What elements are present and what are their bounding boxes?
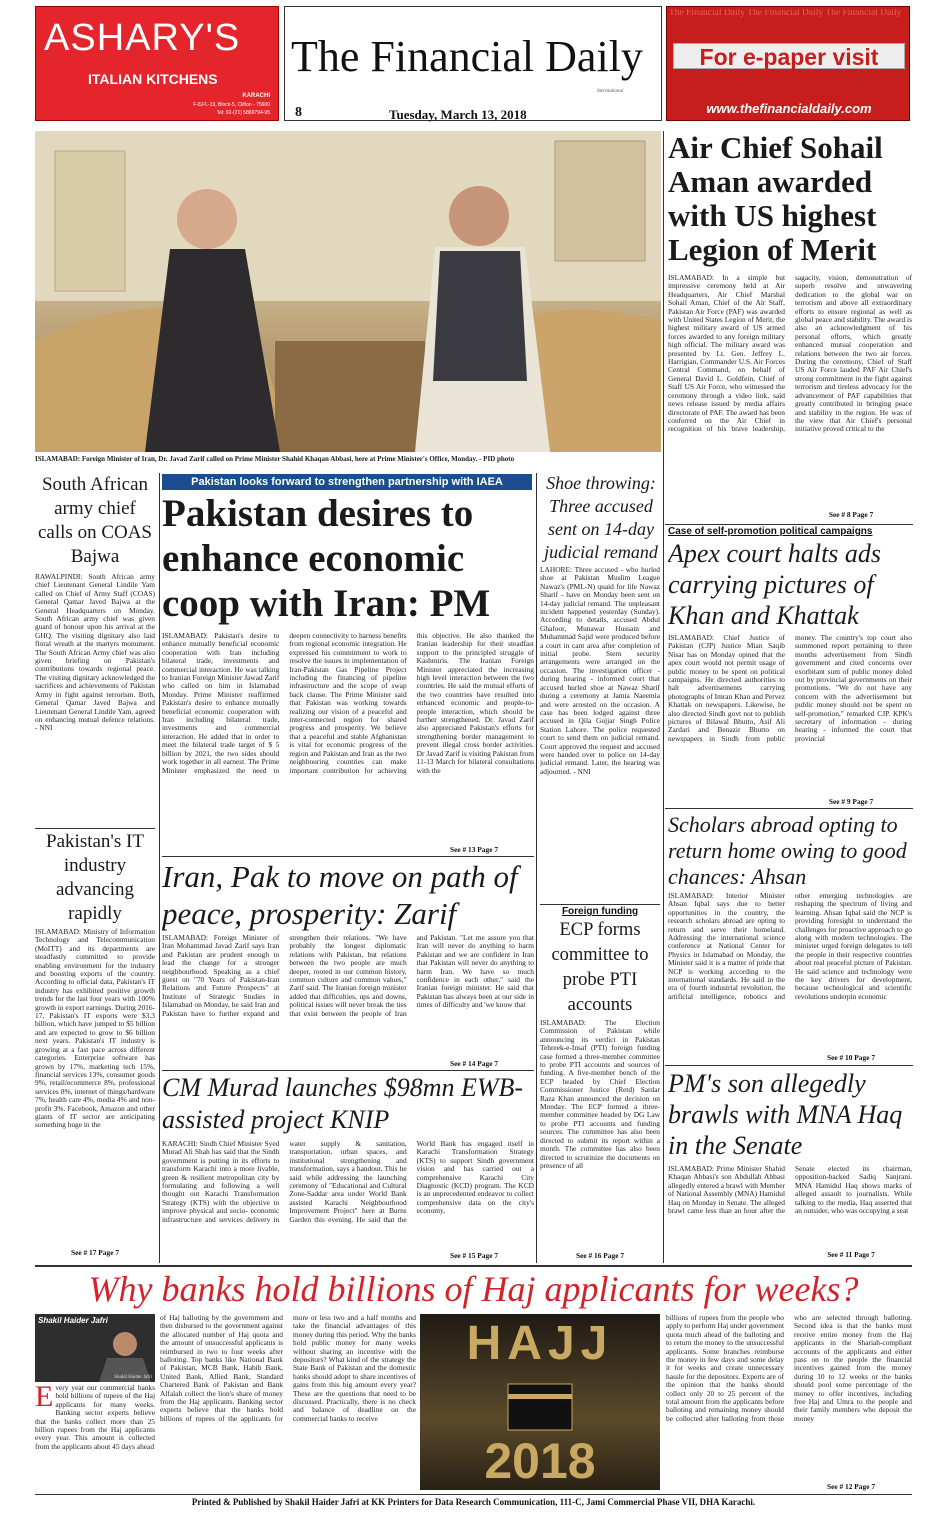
apex-body: ISLAMABAD: Chief Justice of Pakistan (CJP) Justice Mian Saqib Nisar has on Monday opined that the apex court would not permit usage of public money to be spent on political campaigns. He directed authorities to halt advertisements carrying photographs of Imran Khan and Pervez Khattak on newspapers. Likewise, he also directed Sindh govt not to publish pictures of Bilawal Bhutto, Asif Ali Zardari and Benazir Bhutto on newspapers in Sindh from public money. The country's top court also summoned report pertaining to three months advertisement from Sindh government and cited concerns over exorbitant sum of public money doled out by provincial governments on their promotions. "We do not have any concern with the advertisement but public money should not be spent on self-promotion," remarked CJP. KPK's secretary of information - during hearing - informed the court that provincial [668,634,912,743]
ecp-headline: ECP forms committee to probe PTI accounts [551,920,649,1015]
air-chief-headline: Air Chief Sohail Aman awarded with US highest Legion of Merit [668,131,883,267]
shoe-body: LAHORE: Three accused - who hurled shoe at Pakistan Muslim League Nawaz's (PML-N) quaid for life Nawaz Sharif - have on Monday been sent on 14-day judicial remand. The unpleasant incident happened yesterday (Sunday). According to details, accused Abdul Ghafoor, Munawar Hussain and Muhammad Sajid were produced before a court in cant area after completion of initial probe. Stern security arrangements were arranged on the occasion. The investigation officer - during hearing - informed court that accused hurled shoe at Nawaz Sharif during a ceremony at Jamia Naeemia and were arrested on the occasion. A case has been lodged against three accused in Qila Gujjar Singh Police Station Lahore. The police requested court to send them on judicial remand. Court approved the request and accused were handed over to police on 14-day judicial remand. Later, the hearing was adjourned. - NNI [540,566,660,776]
ad-ashary-brand: ASHARY'S [44,17,241,59]
masthead-page-number: 8 [295,105,302,120]
lead-photo [35,131,661,452]
ad-ashary-addr: F-8,FL-19, Block-5, Clifton - 75600 [193,102,270,108]
pm-son-see[interactable]: See # 11 Page 7 [827,1250,875,1259]
haj-see[interactable]: See # 12 Page 7 [826,1482,876,1491]
lead-photo-caption: ISLAMABAD: Foreign Minister of Iran, Dr. Javad Zarif called on Prime Minister Shahid Khaqan Abbasi, here at Prime Minister's Office, Monday. - PID photo [35,455,515,463]
south-africa-body: RAWALPINDI: South African army chief Lieutenant General Lindile Yam called on Chief of Army Staff (COAS) General Qamar Javed Bajwa at the General Headquarters on Monday. South African army chief was given guard of honour upon his arrival at the GHQ. The visiting dignitary also laid floral wreath at the martyrs monument. The South African Army chief was also given briefing on Pakistan's contributions towards regional peace. The visiting dignitary acknowledged the sacrifices and achievements of Pakistan Army in fight against terrorism. Both, General Qamar Javed Bajwa and Lieutenant General Lindile Yam, agreed on enhancing mutual defence relations. - NNI [35,573,155,733]
cm-murad-see[interactable]: See # 15 Page 7 [449,1251,499,1260]
ad-epaper-cta: For e-paper visit [673,43,905,69]
pm-son-headline: PM's son allegedly brawls with MNA Haq in the Senate [668,1069,903,1160]
haj-image-bottom: 2018 [484,1433,596,1489]
masthead-title: The Financial Daily [291,32,643,81]
lead-photo-illustration [35,131,661,452]
haj-author: Shakil Haider Jafri [114,1375,152,1380]
ecp-kicker: Foreign funding [561,906,639,917]
ad-epaper-url[interactable]: www.thefinancialdaily.com [706,101,872,116]
shoe-headline: Shoe throwing: Three accused sent on 14-day judicial remand [544,473,658,562]
haj-column-box [35,1314,155,1382]
ad-ashary-tel: Tel: 92-(21) 5869794-95 [216,110,270,116]
scholars-headline: Scholars abroad opting to return home owing to good chances: Ahsan [668,812,907,889]
apex-see[interactable]: See # 9 Page 7 [828,797,874,806]
apex-headline: Apex court halts ads carrying pictures of Khan and Khattak [668,539,882,630]
masthead-date: Tuesday, March 13, 2018 [389,107,527,122]
pak-it-headline: Pakistan's IT industry advancing rapidly [46,831,144,924]
scholars-body: ISLAMABAD: Interior Minister Ahsan Iqbal says due to better opportunities in the country, the research scholars abroad are opting to return and serve their homeland. Addressing the international science conference at National Center for Physics in Islamabad on Monday, the Minister said it is a matter of pride that NCP is working according to the international standards. He said in the era of fourth industrial revolution, the artificial intelligence, robotics and other emerging technologies are reshaping the spectrum of living and learning. Ahsan Iqbal said the NCP is providing foresight to understand the challenges for proactive approach to go along with modern technologies. The minister urged foreign delegates to tell the people in their respective countries about real peaceful picture of Pakistan. He said science and technology were the key drivers for development, because technological and scientific revolutions underpin economic [668,892,912,1001]
masthead [284,6,662,121]
iran-path-see[interactable]: See # 14 Page 7 [449,1059,499,1068]
pm-son-body: ISLAMABAD: Prime Minister Shahid Khaqan Abbasi's son Abdullah Abbasi allegedly entered a brawl with Member of National Assembly (MNA) Hamidul Haq on Monday in Senate. The alleged brawl came less than an hour after the Senate elected its chairman, opposition-backed Sadiq Sanjrani. MNA Hamidul Haq shows marks of alleged assault to journalists. While talking to the media, Haq asserted that an outsider, who was occupying a seat [668,1165,912,1216]
ad-ashary [35,6,279,121]
footer-imprint: Printed & Published by Shakil Haider Jafri at KK Printers for Data Research Communication, 111-C, Jami Commercial Phase VII, DHA Karachi. [191,1497,756,1507]
ecp-see[interactable]: See # 16 Page 7 [575,1251,625,1260]
iran-main-headline: Pakistan desires to enhance economic coop with Iran: PM [162,492,491,625]
south-africa-headline: South African army chief calls on COAS Bajwa [38,474,152,567]
cm-murad-body: KARACHI: Sindh Chief Minister Syed Murad Ali Shah has said that the Sindh government is putting in its efforts to transform Karachi into a more livable, green & resilient metropolitan city by formulating and following a well thought out Karachi Transformation Strategy (KTS) with the objective to improve physical and socio- economic infrastructure and services delivery in water supply & sanitation, transportation, urban spaces, and institutional strengthening and transformation, says a handout. This he said while addressing the launching ceremony of "Educational and Cultural Zone-Saddar area under World Bank assisted Karachi Neighbourhood Improvement Project" here at Burns Garden this evening. He said that the World Bank has engaged itself in Karachi Transformation Strategy (KTS) to support Sindh government vision and has carried out a comprehensive Karachi City Diagnostic (KCD) program. The KCD is an unprecedented endeavor to collect comprehensive data on the city's economy, [162,1140,534,1224]
iran-path-headline: Iran, Pak to move on path of peace, prosperity: Zarif [162,859,518,931]
haj-lead-text: very year our commercial banks hold billions of rupees of the Haj applicants for many weeks. Banking sector experts believe that the banks collect more than 25 billion rupees from the Haj applicants every year. This amount is collected from the applicants about 45 days ahead [35,1384,155,1451]
iran-main-kicker: Pakistan looks forward to strengthen partnership with IAEA [162,474,532,490]
haj-column-name: Shakil Haider Jafri [38,1316,108,1325]
scholars-see[interactable]: See # 10 Page 7 [826,1053,876,1062]
ad-ashary-sub: ITALIAN KITCHENS [88,71,218,87]
pak-it-see[interactable]: See # 17 Page 7 [70,1248,120,1257]
air-chief-body: ISLAMABAD: In a simple but impressive ceremony held at Air Headquarters, Air Chief Marshal Sohail Aman, Chief of the Air Staff, Pakistan Air Force (PAF) was awarded with United States Legion of Merit, the highest military award of US armed forces awarded to any foreign military high official. The military award was presented by Lt. Gen. Jeffrey L. Harrigian, Commander U.S. Air Forces Central Command, on behalf of General David L. Goldfein, Chief of Staff US Air Force, who witnessed the ceremony through a video link, said news release issued by media affairs directorate of PAF. The award has been conferred on the Air Chief in recognition of his brave leadership, sagacity, vision, demonstration of superb resolve and unwavering dedication to the global war on terrorism and above all extraordinary efforts to ensure regional as well as global peace and stability. The award is also an acknowledgment of his personal efforts, which greatly enhanced mutual cooperation and relations between the two air forces. During the ceremony, Chief of Staff US Air Force lauded PAF Air Chief's strong commitment in the fight against terrorism and tireless advocacy for the advancement of PAF capabilities that greatly contributed in bringing peace and stability in the region. He was of the view that Air Chief's personal initiative proved critical to the [668,274,912,434]
iran-main-see[interactable]: See # 13 Page 7 [449,845,499,854]
haj-dropcap: E [35,1384,54,1413]
haj-body-2: billions of rupees from the people who apply to perform Haj under government quota much ahead of the balloting and to return the money to the unsuccessful applicants. Some branches reimburse the money in few days and some delay it for weeks and create unnecessary hassle for the depositors. Experts are of the opinion that the banks should collect only 20 to 25 percent of the total amount from the applicants before balloting and remaining money should be collected after balloting from those who are selected through balloting. Second idea is that the banks must receive entire money from the Haj applicants in the Shariah-compliant accounts of the applicants and either pass on to the people the financial incentives gained from the money during 10 to 12 weeks or the banks should pool some percentage of the money to offer incentives, including free Haj and Umra to the people and their family members who deposit the money [666,1314,912,1423]
haj-lead [35,1384,155,1488]
air-chief-see[interactable]: See # 8 Page 7 [828,510,874,519]
apex-kicker: Case of self-promotion political campaigns [668,526,873,537]
haj-author-photo [35,1314,155,1382]
ad-epaper[interactable] [666,6,910,121]
pak-it-body: ISLAMABAD: Ministry of Information Technology and Telecommunication (MoITT) and its departments are steadfastly committed to provide enabling environment for the industry and boosting exports of the country. According to official data, Pakistan's IT industry has exhibited positive growth trends for the last four years with 100% growth in export earnings. During 2016-17, Pakistan's IT exports were $3.3 billion, which have jumped to $5 billion and are expected to grow to $6 billion next years. Pakistan's IT industry is growing at a fast pace across different categories. Enterprise software has grown by 17%, marketing tech 15%, financial services 13%, consumer goods 9%, retail/ecommerce 8%, professional services 8%, internet of things/hardware 7%, health care 4%, media 4% and non-profit 3%. Facebook, Amazon and other giants of IT sector are anticipating something huge in the [35,928,155,1130]
haj-headline: Why banks hold billions of Haj applicants for weeks? [88,1269,859,1309]
masthead-edition: International [597,89,624,94]
haj-image [420,1314,660,1490]
iran-main-body: ISLAMABAD: Pakistan's desire to enhance mutually beneficial economic cooperation with Iran including bilateral trade, investments and commercial interaction. He was talking to Iranian Foreign Minister Jawad Zarif who called on him in Islamabad Monday. Prime Minister reaffirmed Pakistan's desire to enhance mutually beneficial economic cooperation with Iran including bilateral trade, investments and commercial interaction. He added that in order to meet the bilateral trade target of $ 5 billion by 2021, the two sides should work together in all earnest. The Prime Minister emphasized the need to deepen connectivity to harness benefits from regional economic integration. He expressed his commitment to work to resolve the issues in implementation of Iran-Pakistan Gas Pipeline Project including the financing of pipeline infrastructure and the scope of swap back clause. The Prime Minister said that Pakistan was working towards realizing our vision of a peaceful and inter-connected region for shared progress and prosperity. We believe that a peaceful and stable Afghanistan is vital for economic progress of the region and Pakistan and Iran as the two neighbouring countries can make important contribution for achieving this objective. He also thanked the Iranian leadership for their steadfast support to the principled struggle of Kashmiris. The Iranian Foreign Minister appreciated the increasing high level interaction between the two countries. He said the mutual efforts of the two countries have resulted into enhanced economic and people-to-people interaction, which should be further strengthened. Dr. Javad Zarif also appreciated Pakistan's efforts for strengthening border management to prevent illegal cross border activities. Dr Javad Zarif is visiting Pakistan from 11-13 March for bilateral consultations with the [162,632,534,775]
haj-image-top: HAJJ [466,1317,614,1370]
ad-epaper-bg: The Financial Daily The Financial Daily The Financial Daily [669,9,902,18]
iran-path-body: ISLAMABAD: Foreign Minister of Iran Mohammad Javad Zarif says Iran and Pakistan are prudent enough to lead the change for a stronger neighbourhood. Speaking as a chief guest on "70 Years of Pakistan-Iran Relations and Future Prospects" at Institute of Strategic Studies in Islamabad on Monday, he said Iran and Pakistan have to further expand and strengthen their relations. "We have probably the longest diplomatic relations with Pakistan, but relations between the two people are much deeper, rooted in our common history, common culture and common values," Zarif said. The Iranian foreign minister added that difficulties, ups and downs, political issues will never break the ties that exist between the people of Iran and Pakistan. "Let me assure you that Iran will never do anything to harm Pakistan and we are confident in Iran that Pakistan will never do anything to harm Iran. We have so much confidence in each other," said the Iranian foreign minister. He said that Pakistan has always been at our side in times of difficulty and 'we know that [162,934,534,1018]
haj-body: of Haj balloting by the government and then disbursed to the government against the allocated number of Haj quota and the amount of unsuccessful applicants is reimbursed in two to four weeks after balloting. Top banks like National Bank of Pakistan, MCB Bank, Habib Bank, United Bank, Allied Bank, Standard Chartered Bank of Pakistan and Bank Alfalah collect the lion's share of money from the Haj applicants. Banking sector experts believe that the banks hold billions of rupees of the applicants for more or less two and a half months and take the financial advantages of this money during this period. Why the banks hold public money for many weeks without sharing an incentive with the depositors? What kind of the strategy the State Bank of Pakistan and the domestic banks should adopt to share incentives of gains from this big amount every year? These are the questions that need to be discussed. Practically, there is no check and balance of deadline on the commercial banks to receive [160,1314,416,1423]
ad-ashary-city: KARACHI [242,93,270,99]
ecp-body: ISLAMABAD: The Election Commission of Pakistan while announcing its verdict in Pakistan Tehreek-e-Insaf (PTI) foreign funding case formed a three-member committee to probe PTI accounts and sources of funding. A five-member bench of the ECP headed by Chief Election Commissioner Justice (Retd) Sardar Raza Khan announced the decision on Monday. The ECP formed a three-member committee headed by DG Law to probe PTI accounts and funding sources. The committee has also been directed to submit its report within a month. The committee has also been directed to scrutinize the documents on presence of all [540,1019,660,1170]
cm-murad-headline: CM Murad launches $98mn EWB-assisted project KNIP [162,1073,524,1134]
